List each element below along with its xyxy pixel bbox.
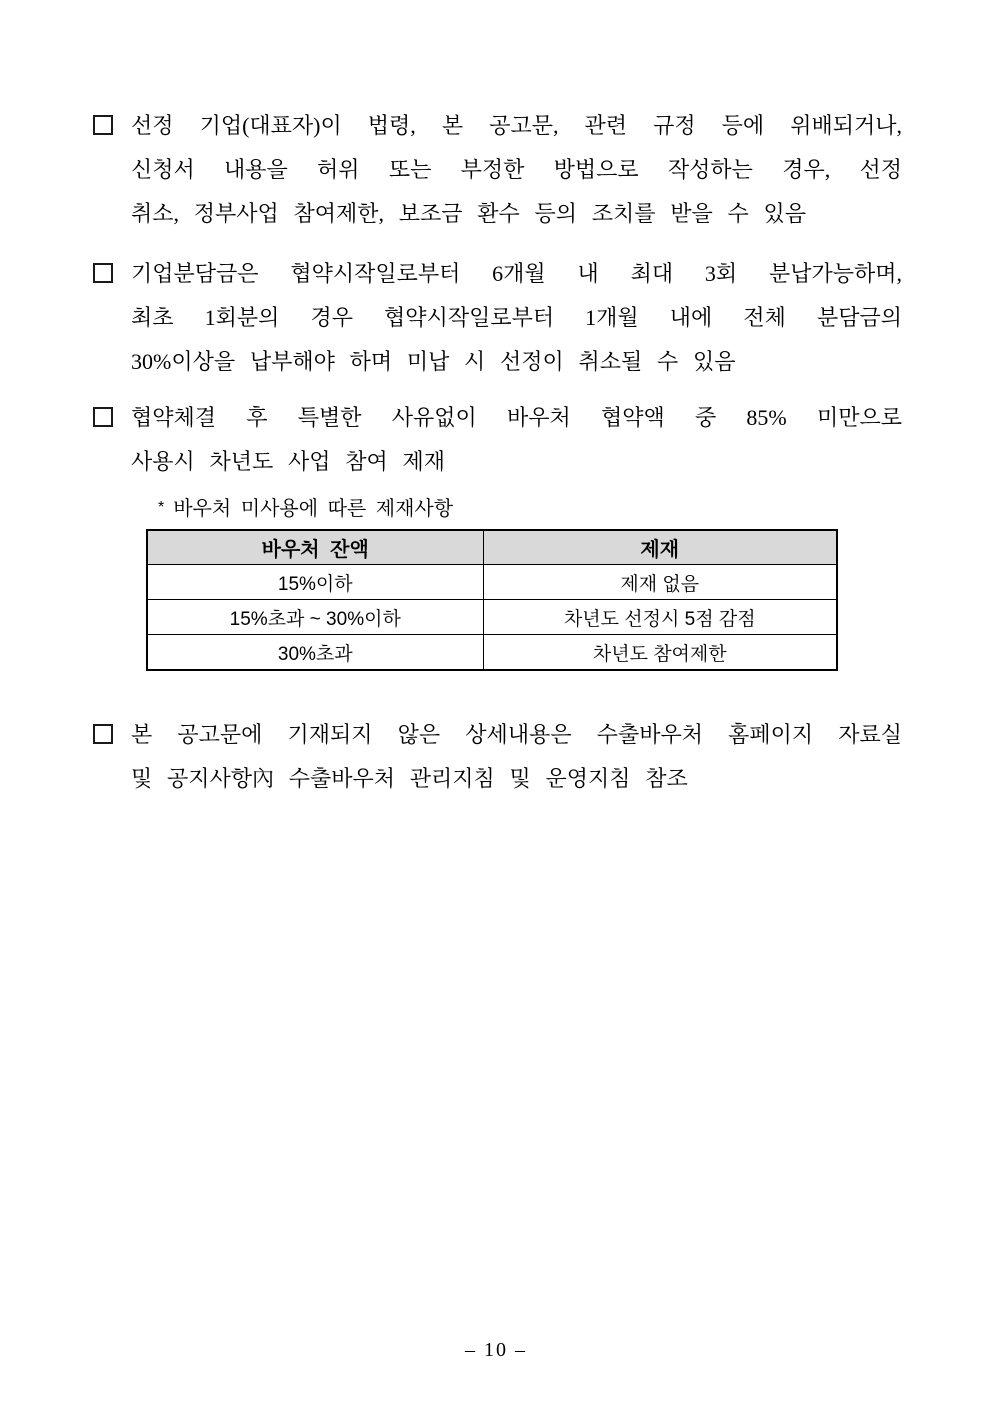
square-bullet-icon — [93, 407, 113, 427]
paragraph-line: 협약체결 후 특별한 사유없이 바우처 협약액 중 85% 미만으로 — [131, 405, 902, 430]
cell-sanction: 차년도 참여제한 — [483, 635, 837, 671]
column-header-voucher-balance: 바우처 잔액 — [147, 530, 483, 565]
bullet-paragraph-selection-cancel — [93, 104, 902, 236]
bullet-paragraph-voucher-usage — [93, 396, 902, 484]
square-bullet-icon — [93, 263, 113, 283]
cell-balance: 15%초과 ~ 30%이하 — [147, 600, 483, 635]
paragraph-line: 신청서 내용을 허위 또는 부정한 방법으로 작성하는 경우, 선정 — [131, 157, 902, 182]
table-note-text: 바우처 미사용에 따른 제재사항 — [173, 498, 454, 520]
paragraph-line: 및 공지사항內 수출바우처 관리지침 및 운영지침 참조 — [131, 766, 688, 791]
voucher-sanction-table — [146, 529, 838, 671]
cell-sanction: 제재 없음 — [483, 565, 837, 600]
paragraph-text — [131, 713, 902, 801]
paragraph-line: 30%이상을 납부해야 하며 미납 시 선정이 취소될 수 있음 — [131, 349, 736, 374]
paragraph-line: 취소, 정부사업 참여제한, 보조금 환수 등의 조치를 받을 수 있음 — [131, 201, 806, 226]
bullet-paragraph-installment — [93, 252, 902, 384]
paragraph-line: 최초 1회분의 경우 협약시작일로부터 1개월 내에 전체 분담금의 — [131, 305, 902, 330]
cell-balance: 30%초과 — [147, 635, 483, 671]
paragraph-line: 사용시 차년도 사업 참여 제재 — [131, 449, 445, 474]
page-number: – 10 – — [465, 1339, 527, 1361]
table-note — [158, 496, 902, 524]
paragraph-line: 기업분담금은 협약시작일로부터 6개월 내 최대 3회 분납가능하며, — [131, 261, 902, 286]
table-header-row — [147, 530, 837, 565]
table-row — [147, 565, 837, 600]
cell-sanction: 차년도 선정시 5점 감점 — [483, 600, 837, 635]
bullet-paragraph-reference — [93, 713, 902, 801]
asterisk-marker: * — [158, 499, 165, 516]
square-bullet-icon — [93, 115, 113, 135]
column-header-sanction: 제재 — [483, 530, 837, 565]
paragraph-line: 선정 기업(대표자)이 법령, 본 공고문, 관련 규정 등에 위배되거나, — [131, 113, 902, 138]
paragraph-line: 본 공고문에 기재되지 않은 상세내용은 수출바우처 홈페이지 자료실 — [131, 722, 902, 747]
cell-balance: 15%이하 — [147, 565, 483, 600]
paragraph-text — [131, 252, 902, 384]
table-row — [147, 600, 837, 635]
square-bullet-icon — [93, 724, 113, 744]
paragraph-text — [131, 104, 902, 236]
table-row — [147, 635, 837, 671]
paragraph-text — [131, 396, 902, 484]
page-content — [93, 104, 902, 801]
